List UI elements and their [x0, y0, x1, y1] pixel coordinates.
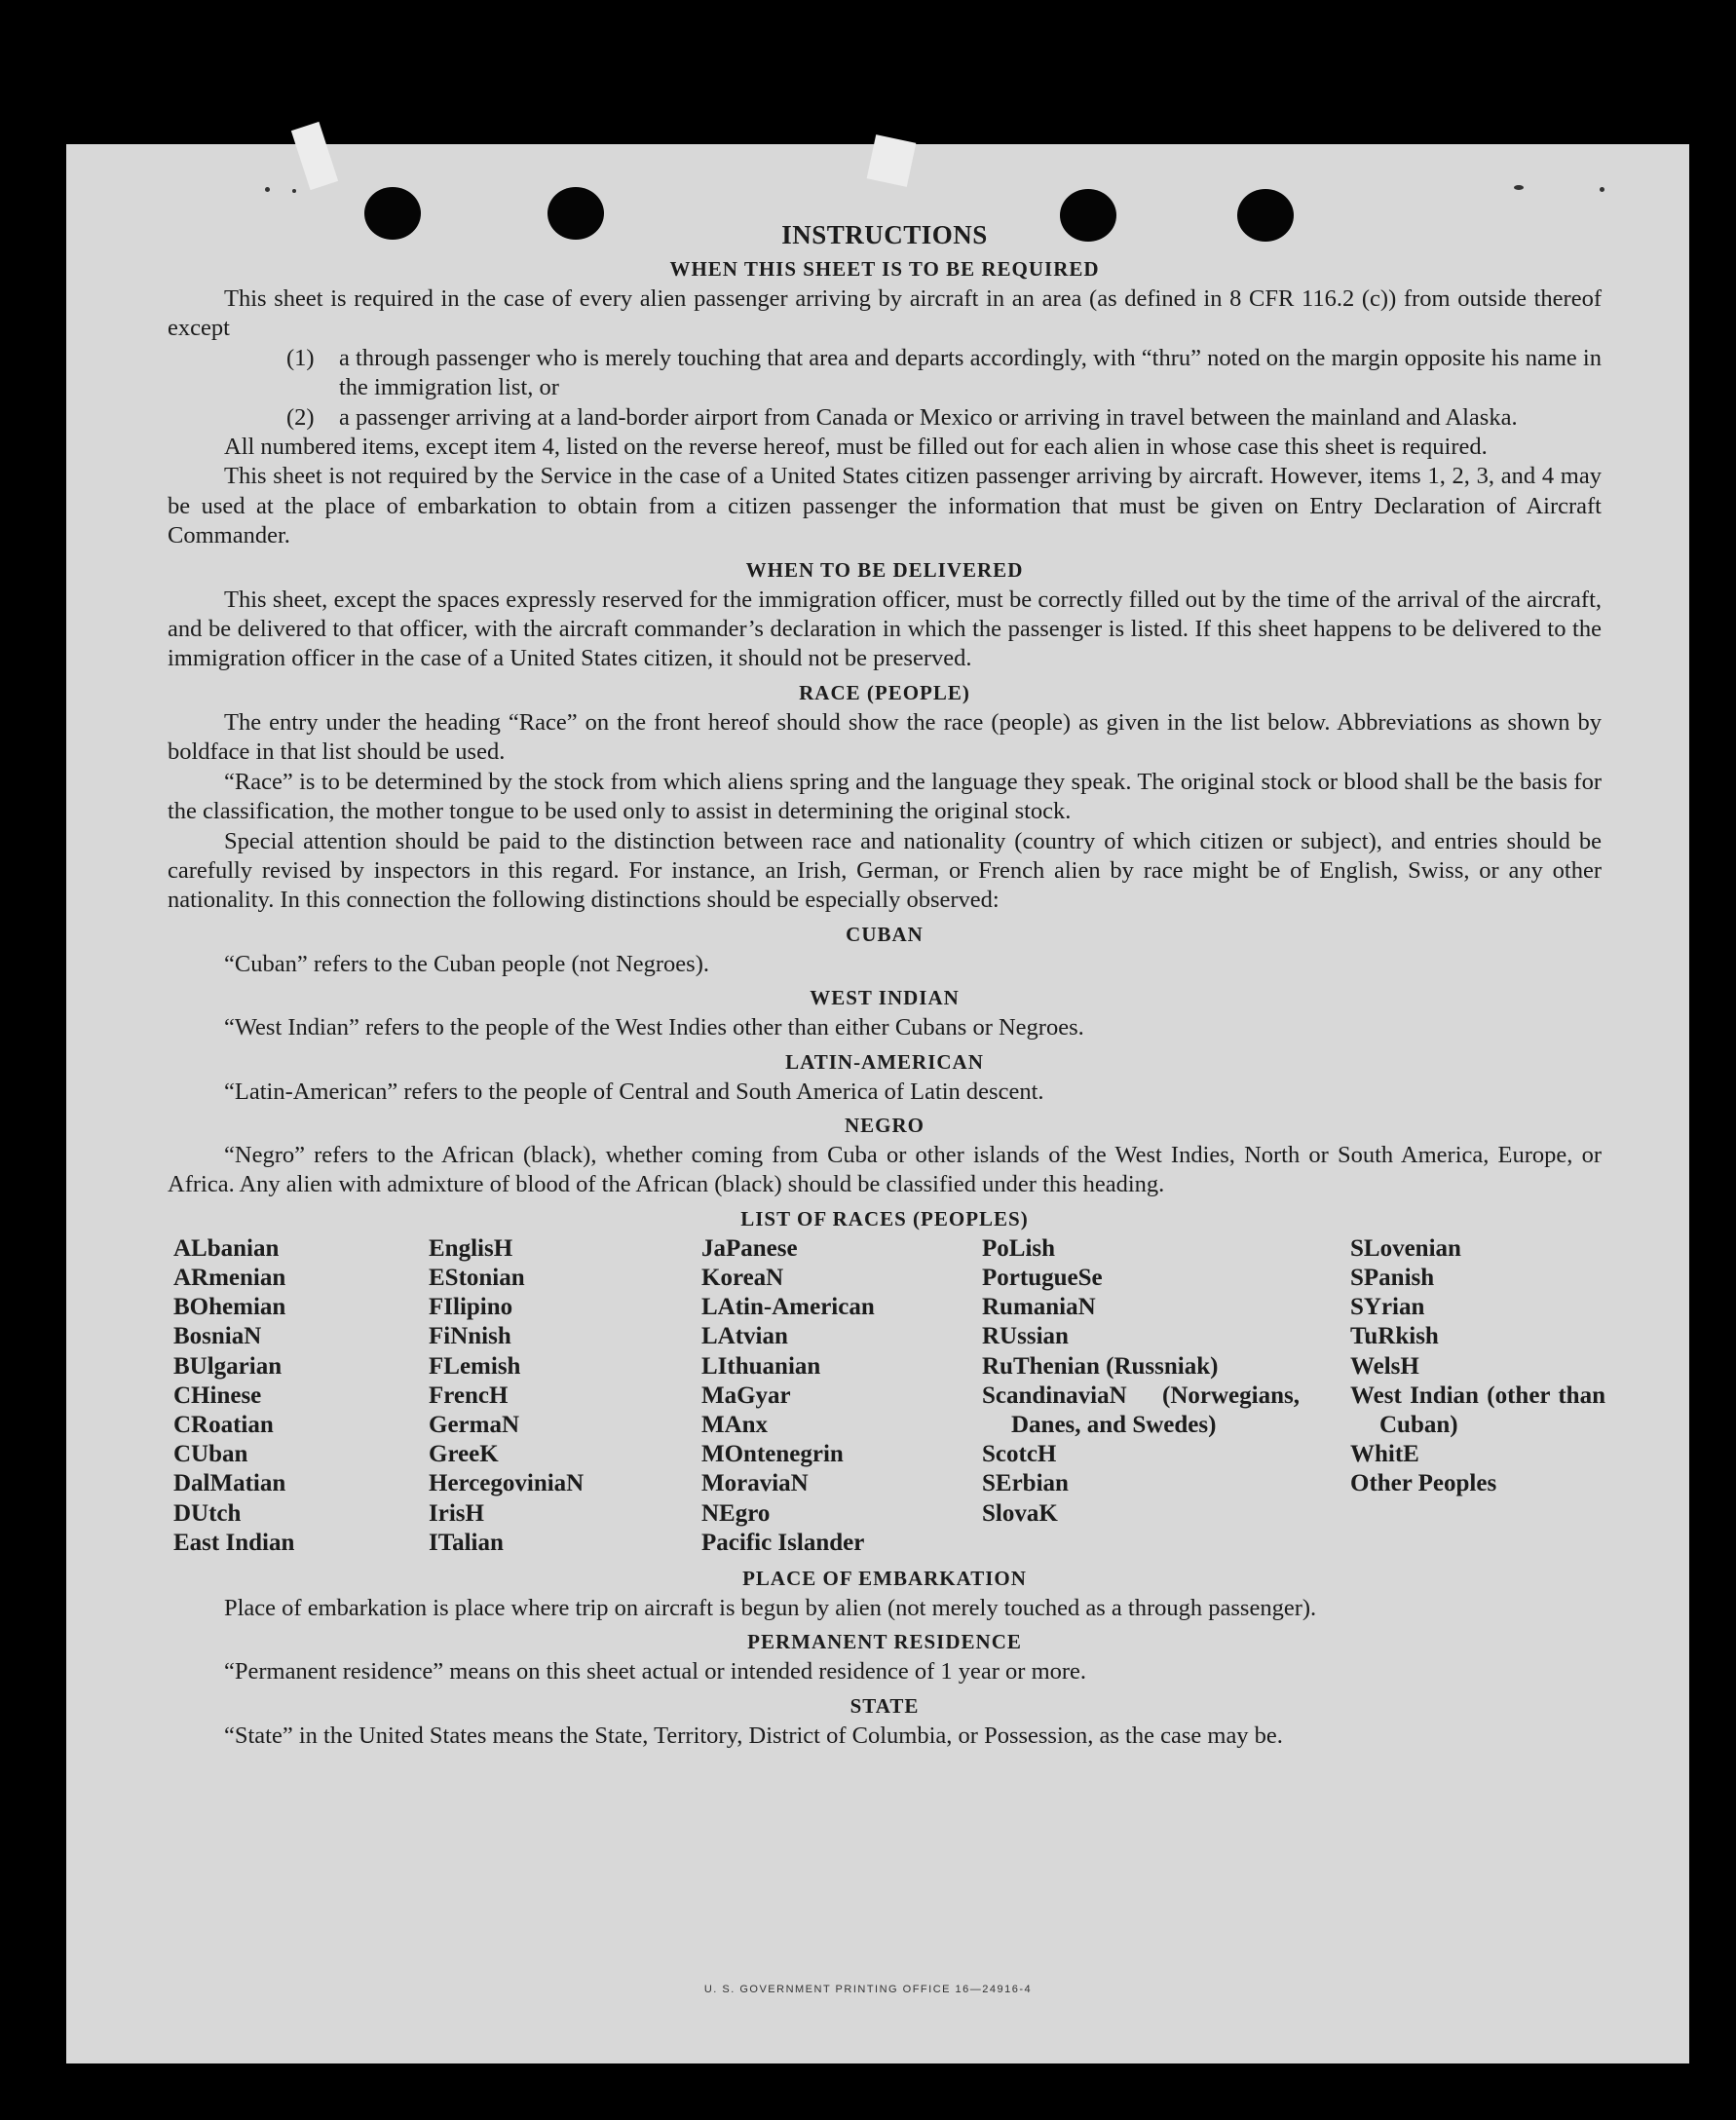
- race-item: CHinese: [173, 1382, 262, 1409]
- race-item: Pacific Islander: [701, 1529, 865, 1556]
- section-heading: STATE: [849, 1693, 920, 1718]
- race-item: JaPanese: [701, 1234, 798, 1262]
- race-item: SlovaK: [982, 1499, 1058, 1527]
- paragraph: “Latin-American” refers to the people of Central and South America of Latin descent.: [224, 1078, 1044, 1105]
- race-item: FrencH: [429, 1382, 509, 1409]
- race-column: [173, 1234, 417, 1558]
- mark: [265, 187, 270, 192]
- torn-paper-tab: [291, 122, 338, 190]
- race-item: LAtvian: [701, 1323, 788, 1350]
- paragraph: “Race” is to be determined by the stock from which aliens spring and the language they speak. The original stock or blood shall be the basis for the classification, the mother tongue to be used only to assist in determining the original stock.: [168, 768, 1602, 825]
- race-item: ITalian: [429, 1529, 504, 1556]
- section-heading: WHEN THIS SHEET IS TO BE REQUIRED: [669, 257, 1100, 281]
- paragraph: All numbered items, except item 4, listed on the reverse hereof, must be filled out for each alien in whose case this sheet is required.: [224, 434, 1488, 461]
- race-item: HercegoviniaN: [429, 1470, 585, 1497]
- race-item: MOntenegrin: [701, 1441, 844, 1468]
- race-item: FLemish: [429, 1352, 521, 1380]
- race-item: WelsH: [1350, 1352, 1419, 1380]
- paragraph: This sheet, except the spaces expressly reserved for the immigration officer, must be correctly filled out by the time of the arrival of the aircraft, and be delivered to that officer, with the aircraft commander’s declaration in which the passenger is listed. If this sheet happens to be delivered to the immigration officer in the case of a United States citizen, it should not be preserved.: [168, 586, 1602, 672]
- paragraph: “State” in the United States means the State, Territory, District of Columbia, or Possession, as the case may be.: [224, 1722, 1283, 1749]
- section-heading: PLACE OF EMBARKATION: [742, 1566, 1027, 1590]
- item-number: (2): [286, 403, 315, 431]
- race-item: SErbian: [982, 1470, 1069, 1497]
- mark: [1514, 185, 1524, 190]
- paragraph: “West Indian” refers to the people of the West Indies other than either Cubans or Negroes.: [224, 1014, 1084, 1041]
- race-item: DUtch: [173, 1499, 242, 1527]
- race-item: FiNnish: [429, 1323, 511, 1350]
- race-item: RuThenian (Russniak): [982, 1352, 1219, 1380]
- section-heading: RACE (PEOPLE): [799, 680, 970, 704]
- paragraph: This sheet is required in the case of every alien passenger arriving by aircraft in an area (as defined in 8 CFR 116.2 (c)) from outside thereof except: [168, 285, 1602, 342]
- race-item: MoraviaN: [701, 1470, 809, 1497]
- race-item: ScotcH: [982, 1441, 1057, 1468]
- race-item: EnglisH: [429, 1234, 513, 1262]
- mark: [1600, 187, 1604, 192]
- race-item: NEgro: [701, 1499, 771, 1527]
- race-item: WhitE: [1350, 1441, 1419, 1468]
- race-item: SPanish: [1350, 1264, 1435, 1291]
- race-list: [168, 1234, 1605, 1560]
- section-heading: WEST INDIAN: [810, 986, 960, 1010]
- race-item: TuRkish: [1350, 1323, 1439, 1350]
- section-heading: LIST OF RACES (PEOPLES): [740, 1206, 1029, 1230]
- race-item: FIlipino: [429, 1294, 513, 1321]
- paragraph: Place of embarkation is place where trip on aircraft is begun by alien (not merely touched as a through passenger).: [224, 1594, 1317, 1621]
- race-item: LIthuanian: [701, 1352, 821, 1380]
- paragraph: This sheet is not required by the Service in the case of a United States citizen passenger arriving by aircraft. However, items 1, 2, 3, and 4 may be used at the place of embarkation to obtain from a citizen passenger the information that must be given on Entry Declaration of Aircraft Commander.: [168, 463, 1602, 549]
- section-heading: NEGRO: [844, 1113, 925, 1137]
- race-column: [1350, 1234, 1605, 1499]
- race-item: MAnx: [701, 1411, 769, 1438]
- race-item: SYrian: [1350, 1294, 1425, 1321]
- race-item: KoreaN: [701, 1264, 784, 1291]
- race-item: DalMatian: [173, 1470, 286, 1497]
- paragraph: “Cuban” refers to the Cuban people (not Negroes).: [224, 950, 709, 977]
- race-item: BOhemian: [173, 1294, 286, 1321]
- race-item: BUlgarian: [173, 1352, 283, 1380]
- race-item: East Indian: [173, 1529, 295, 1556]
- paragraph: “Permanent residence” means on this sheet actual or intended residence of 1 year or more.: [224, 1658, 1087, 1685]
- race-item: ARmenian: [173, 1264, 286, 1291]
- paragraph: Special attention should be paid to the distinction between race and nationality (country of which citizen or subject), and entries should be carefully revised by inspectors in this regard. For instance, an Irish, German, or French alien by race might be of English, Swiss, or any other nationality. In this connection the following distinctions should be especially observed:: [168, 827, 1602, 914]
- instructions-content: [168, 220, 1605, 1751]
- mark: [292, 189, 296, 193]
- race-item: CUban: [173, 1441, 248, 1468]
- race-item: BosniaN: [173, 1323, 262, 1350]
- race-item: Other Peoples: [1350, 1470, 1497, 1497]
- section-heading: PERMANENT RESIDENCE: [747, 1630, 1022, 1654]
- page-title: INSTRUCTIONS: [781, 220, 988, 249]
- race-column: [982, 1234, 1300, 1529]
- race-item: PortugueSe: [982, 1264, 1103, 1291]
- torn-paper-tab: [867, 134, 917, 187]
- race-item: SLovenian: [1350, 1234, 1461, 1262]
- race-column: [429, 1234, 692, 1558]
- section-heading: CUBAN: [846, 922, 924, 946]
- numbered-item: [168, 403, 1602, 433]
- race-item: West Indian (other than Cuban): [1350, 1382, 1605, 1438]
- race-item: LAtin-American: [701, 1294, 875, 1321]
- printer-imprint: U. S. GOVERNMENT PRINTING OFFICE 16—24916-4: [703, 1984, 1033, 1995]
- paragraph: The entry under the heading “Race” on the front hereof should show the race (people) as given in the list below. Abbreviations as shown by boldface in that list should be used.: [168, 708, 1602, 766]
- section-heading: LATIN-AMERICAN: [785, 1049, 984, 1074]
- race-item: ScandinaviaN (Norwegians, Danes, and Swedes): [982, 1382, 1300, 1438]
- race-item: RumaniaN: [982, 1294, 1096, 1321]
- race-item: RUssian: [982, 1323, 1069, 1350]
- race-item: EStonian: [429, 1264, 525, 1291]
- race-item: IrisH: [429, 1499, 484, 1527]
- race-item: PoLish: [982, 1234, 1056, 1262]
- race-item: CRoatian: [173, 1411, 274, 1438]
- race-item: GermaN: [429, 1411, 520, 1438]
- section-heading: WHEN TO BE DELIVERED: [745, 557, 1024, 582]
- paragraph: “Negro” refers to the African (black), whether coming from Cuba or other islands of the West Indies, North or South America, Europe, or Africa. Any alien with admixture of blood of the African (black) should be classified under this heading.: [168, 1141, 1602, 1198]
- race-column: [701, 1234, 974, 1558]
- race-item: ALbanian: [173, 1234, 280, 1262]
- item-number: (1): [286, 344, 315, 371]
- item-text: a through passenger who is merely touching that area and departs accordingly, with “thru” noted on the margin opposite his name in the immigration list, or: [339, 344, 1602, 401]
- item-text: a passenger arriving at a land-border airport from Canada or Mexico or arriving in travel between the mainland and Alaska.: [339, 403, 1518, 431]
- race-item: MaGyar: [701, 1382, 791, 1409]
- race-item: GreeK: [429, 1441, 499, 1468]
- numbered-item: [168, 344, 1602, 403]
